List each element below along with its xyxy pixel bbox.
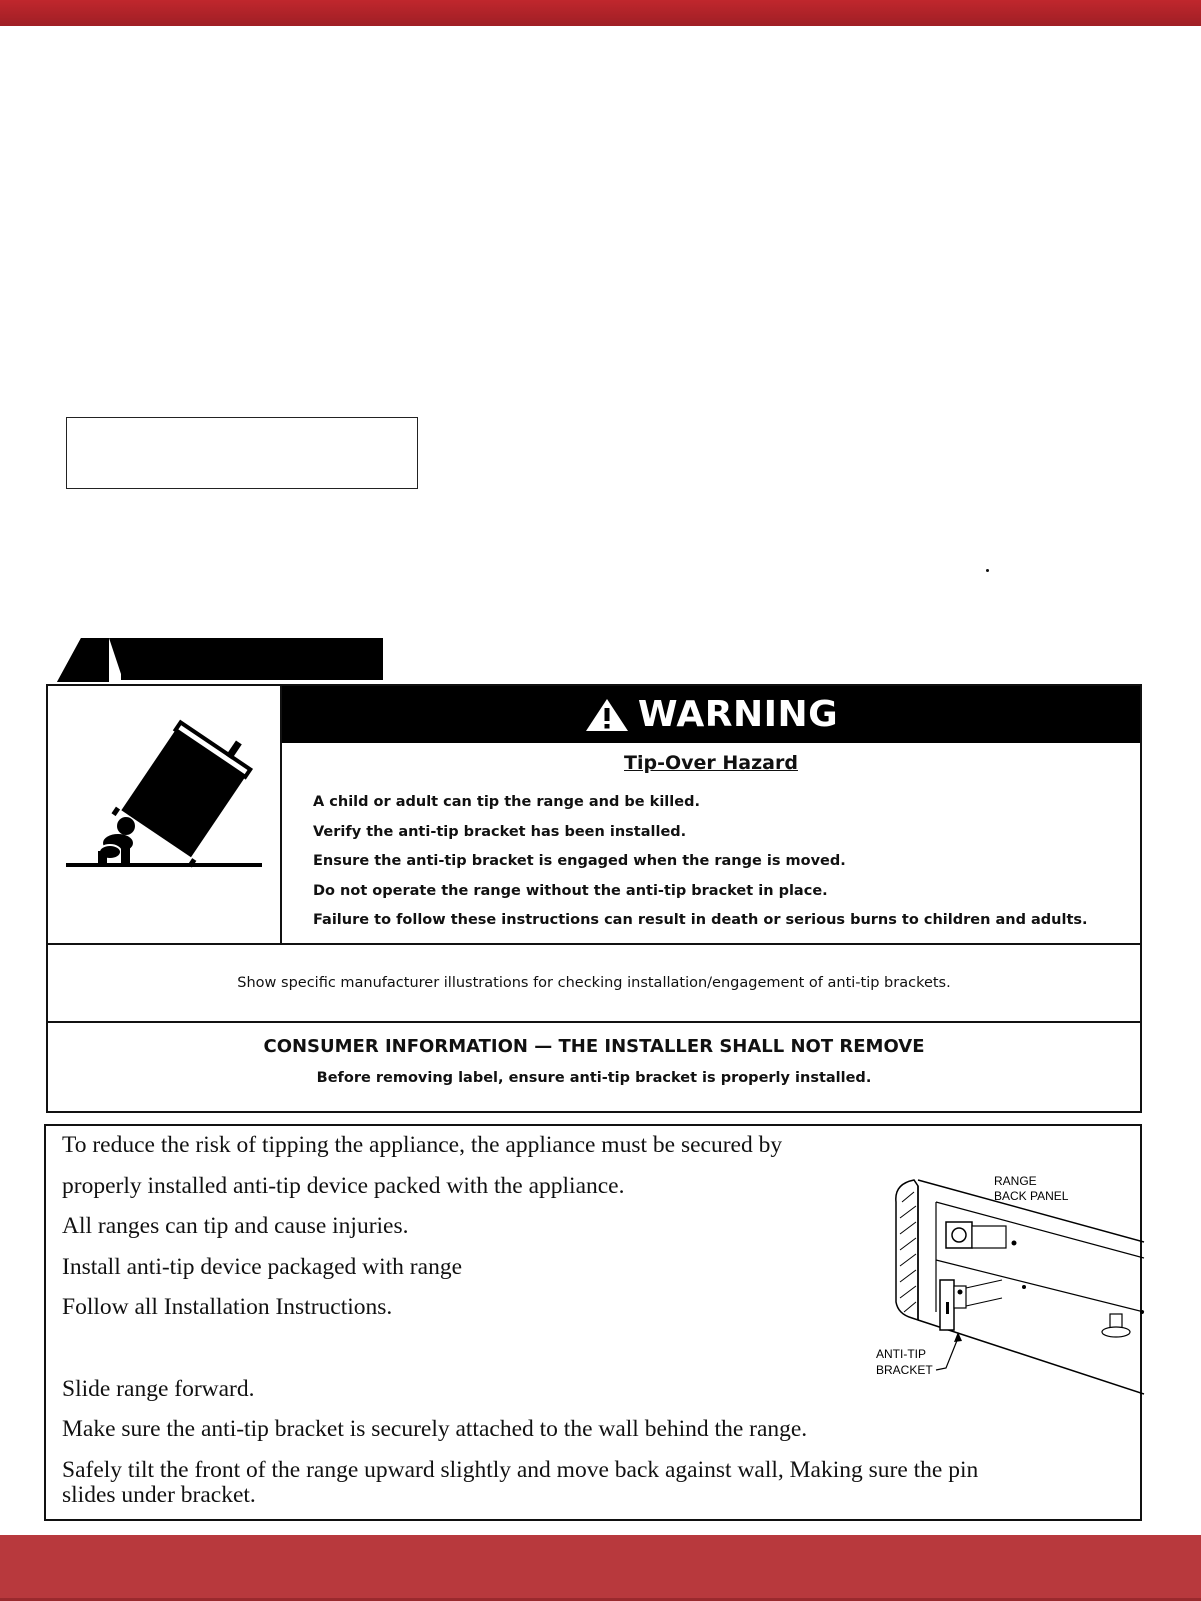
hazard-list (313, 788, 1130, 936)
bottom-red-bar (0, 1535, 1201, 1601)
diagram-label-anti-tip: ANTI-TIP (876, 1347, 926, 1361)
illustration-note: Show specific manufacturer illustrations for checking installation/engagement of anti-tip brackets. (48, 943, 1140, 1023)
hazard-line: Failure to follow these instructions can result in death or serious burns to children and adults. (313, 912, 1088, 928)
tip-over-warning-label (46, 684, 1142, 1113)
installation-instructions (44, 1124, 1142, 1521)
anti-tip-bracket-diagram (874, 1162, 1154, 1402)
instruction-line: Follow all Installation Instructions. (62, 1294, 393, 1320)
instruction-line: Slide range forward. (62, 1376, 255, 1402)
warning-header-text: WARNING (637, 694, 839, 735)
tip-over-pictogram (48, 686, 282, 943)
top-red-bar (0, 0, 1201, 26)
warning-banner-graphic (57, 638, 383, 682)
hazard-title: Tip-Over Hazard (624, 752, 798, 774)
hazard-line: Do not operate the range without the anti-tip bracket in place. (313, 882, 828, 899)
empty-text-box (66, 417, 418, 489)
instruction-line: To reduce the risk of tipping the appliance, the appliance must be secured by (62, 1132, 783, 1158)
instruction-line: Install anti-tip device packaged with range (62, 1254, 462, 1280)
hazard-line: Verify the anti-tip bracket has been installed. (313, 823, 687, 840)
instruction-line: Safely tilt the front of the range upward slightly and move back against wall, Making sure the pin (62, 1457, 979, 1483)
hazard-line: A child or adult can tip the range and be killed. (313, 794, 700, 810)
consumer-title: CONSUMER INFORMATION — THE INSTALLER SHALL NOT REMOVE (263, 1036, 925, 1057)
consumer-subtitle: Before removing label, ensure anti-tip bracket is properly installed. (316, 1070, 872, 1086)
instruction-line: All ranges can tip and cause injuries. (62, 1213, 409, 1239)
diagram-label-bracket: BRACKET (876, 1363, 933, 1377)
alert-triangle-icon (584, 697, 630, 733)
instruction-line: properly installed anti-tip device packed with the appliance. (62, 1173, 625, 1199)
diagram-label-back-panel: BACK PANEL (994, 1189, 1069, 1203)
diagram-label-range: RANGE (994, 1174, 1037, 1188)
instruction-line: Make sure the anti-tip bracket is securely attached to the wall behind the range. (62, 1416, 808, 1442)
consumer-info (48, 1023, 1140, 1111)
warning-header (282, 686, 1140, 743)
stray-dot (986, 569, 989, 572)
instruction-line: slides under bracket. (62, 1482, 256, 1508)
hazard-line: Ensure the anti-tip bracket is engaged when the range is moved. (313, 853, 846, 869)
